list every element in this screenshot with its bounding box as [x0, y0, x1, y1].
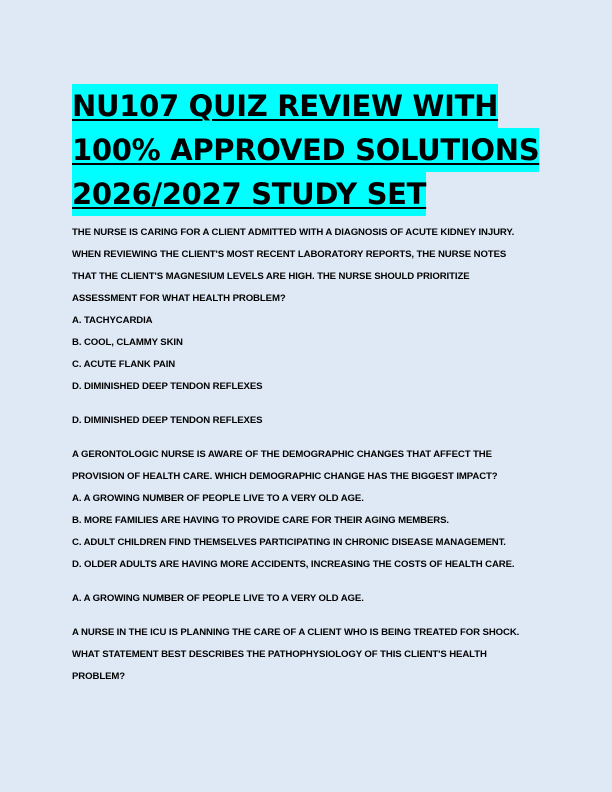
correct-answer: A. A GROWING NUMBER OF PEOPLE LIVE TO A VERY OLD AGE. — [72, 593, 364, 604]
answer-option: D. DIMINISHED DEEP TENDON REFLEXES — [72, 381, 263, 392]
question-text-line: A NURSE IN THE ICU IS PLANNING THE CARE OF A CLIENT WHO IS BEING TREATED FOR SHOCK. — [72, 627, 520, 638]
question-text-line: THAT THE CLIENT'S MAGNESIUM LEVELS ARE HIGH. THE NURSE SHOULD PRIORITIZE — [72, 271, 470, 282]
question-text-line: WHEN REVIEWING THE CLIENT'S MOST RECENT LABORATORY REPORTS, THE NURSE NOTES — [72, 249, 507, 260]
question-text-line: ASSESSMENT FOR WHAT HEALTH PROBLEM? — [72, 293, 286, 304]
question-block — [72, 622, 548, 688]
answer-option: B. MORE FAMILIES ARE HAVING TO PROVIDE CARE FOR THEIR AGING MEMBERS. — [72, 515, 449, 526]
answer-option: D. OLDER ADULTS ARE HAVING MORE ACCIDENTS, INCREASING THE COSTS OF HEALTH CARE. — [72, 559, 515, 570]
answer-option: C. ACUTE FLANK PAIN — [72, 359, 176, 370]
spacer — [72, 398, 548, 410]
question-block — [72, 222, 548, 444]
question-text-line: WHAT STATEMENT BEST DESCRIBES THE PATHOPHYSIOLOGY OF THIS CLIENT'S HEALTH — [72, 649, 487, 660]
document-title — [72, 84, 548, 216]
document-body — [72, 222, 548, 688]
spacer — [72, 432, 548, 444]
spacer — [72, 610, 548, 622]
title-line: NU107 QUIZ REVIEW WITH — [72, 84, 498, 128]
question-text-line: PROBLEM? — [72, 671, 126, 682]
answer-option: A. A GROWING NUMBER OF PEOPLE LIVE TO A VERY OLD AGE. — [72, 493, 364, 504]
question-text-line: PROVISION OF HEALTH CARE. WHICH DEMOGRAPHIC CHANGE HAS THE BIGGEST IMPACT? — [72, 471, 498, 482]
answer-option: A. TACHYCARDIA — [72, 315, 153, 326]
question-text-line: A GERONTOLOGIC NURSE IS AWARE OF THE DEMOGRAPHIC CHANGES THAT AFFECT THE — [72, 449, 492, 460]
answer-option: C. ADULT CHILDREN FIND THEMSELVES PARTICIPATING IN CHRONIC DISEASE MANAGEMENT. — [72, 537, 506, 548]
spacer — [72, 576, 548, 588]
title-line: 2026/2027 STUDY SET — [72, 172, 426, 216]
correct-answer: D. DIMINISHED DEEP TENDON REFLEXES — [72, 415, 263, 426]
question-text-line: THE NURSE IS CARING FOR A CLIENT ADMITTED WITH A DIAGNOSIS OF ACUTE KIDNEY INJURY. — [72, 227, 515, 238]
question-block — [72, 444, 548, 622]
answer-option: B. COOL, CLAMMY SKIN — [72, 337, 183, 348]
title-line: 100% APPROVED SOLUTIONS — [72, 128, 539, 172]
document-page — [72, 84, 548, 688]
